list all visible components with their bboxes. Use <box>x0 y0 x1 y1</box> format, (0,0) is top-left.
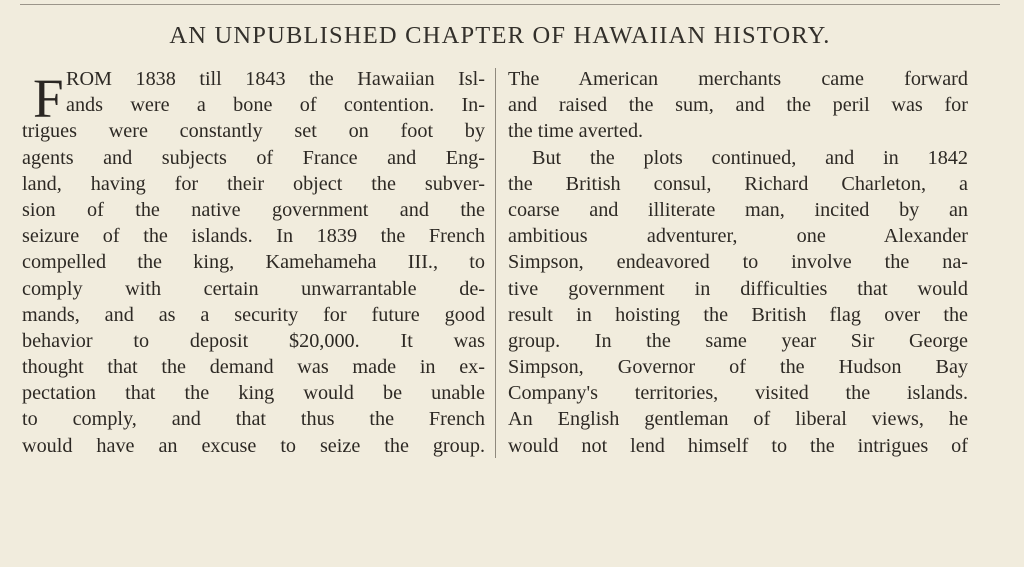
text-line: sion of the native government and the <box>22 198 485 221</box>
text-line: group. In the same year Sir George <box>508 329 968 352</box>
text-line: behavior to deposit $20,000. It was <box>22 329 485 352</box>
left-column <box>22 66 485 459</box>
text-line: to comply, and that thus the French <box>22 408 485 431</box>
text-line: the time averted. <box>508 120 644 143</box>
drop-cap: F <box>33 68 64 129</box>
text-line: But the plots continued, and in 1842 <box>532 146 968 169</box>
text-line: pectation that the king would be unable <box>22 382 485 405</box>
text-line: agents and subjects of France and Eng- <box>22 146 485 169</box>
text-line: mands, and as a security for future good <box>22 303 485 326</box>
text-line: ROM 1838 till 1843 the Hawaiian Isl- <box>66 68 485 90</box>
text-line: The American merchants came forward <box>508 68 968 90</box>
text-line: An English gentleman of liberal views, he <box>508 408 968 431</box>
page-title: AN UNPUBLISHED CHAPTER OF HAWAIIAN HISTORY. <box>169 22 831 49</box>
text-line: trigues were constantly set on foot by <box>22 120 485 143</box>
text-line: tive government in difficulties that would <box>508 277 968 300</box>
text-line: seizure of the islands. In 1839 the French <box>22 225 485 248</box>
text-line: Company's territories, visited the islands. <box>508 382 968 405</box>
text-line: Simpson, endeavored to involve the na- <box>508 251 968 274</box>
text-line: coarse and illiterate man, incited by an <box>508 198 968 221</box>
text-line: and raised the sum, and the peril was for <box>508 94 968 117</box>
text-line: would not lend himself to the intrigues of <box>508 434 968 457</box>
text-line: ands were a bone of contention. In- <box>66 94 485 117</box>
top-rule <box>20 4 1000 5</box>
text-line: result in hoisting the British flag over the <box>508 303 968 326</box>
column-divider <box>495 68 496 458</box>
text-line: ambitious adventurer, one Alexander <box>508 225 968 248</box>
text-line: land, having for their object the subver- <box>22 172 485 195</box>
right-column <box>508 66 968 459</box>
text-line: comply with certain unwarrantable de- <box>22 277 485 300</box>
text-line: thought that the demand was made in ex- <box>22 356 485 379</box>
text-line: Simpson, Governor of the Hudson Bay <box>508 356 968 379</box>
text-line: compelled the king, Kamehameha III., to <box>22 251 485 274</box>
text-line: the British consul, Richard Charleton, a <box>508 172 968 195</box>
text-line: would have an excuse to seize the group. <box>22 434 485 457</box>
